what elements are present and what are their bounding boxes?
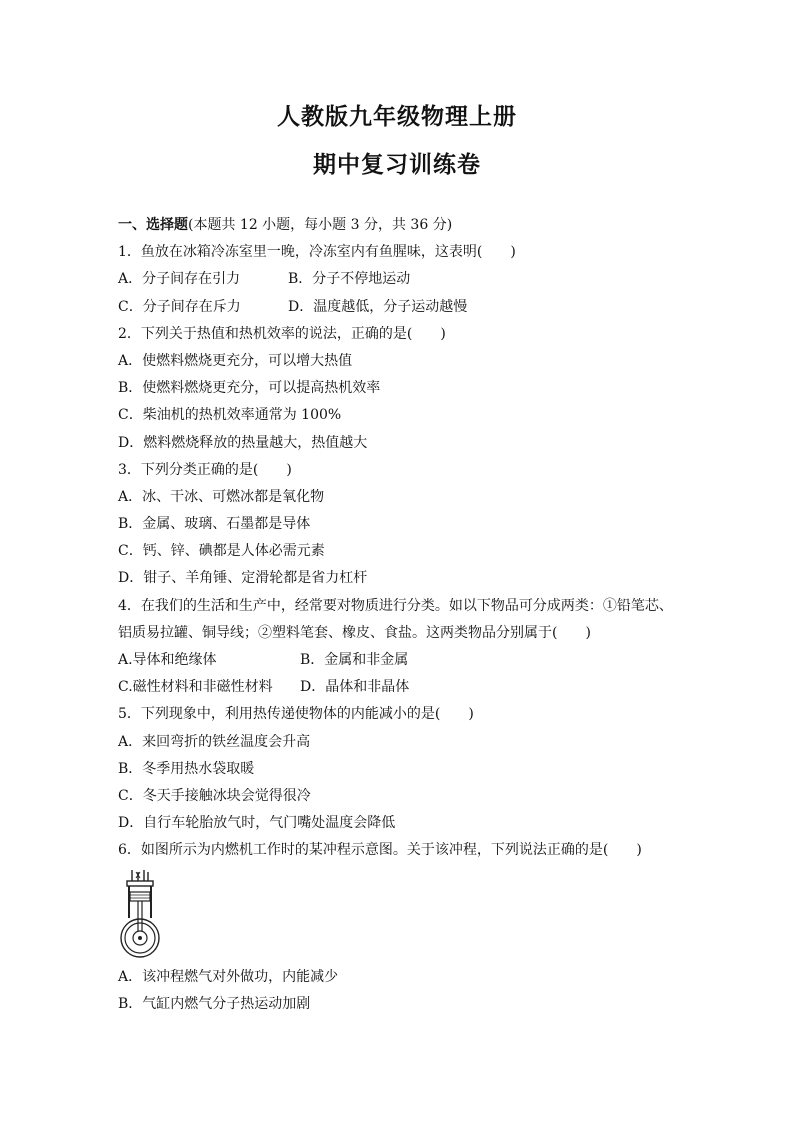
question-1-options-row1 <box>118 266 718 293</box>
option-d: D．温度越低，分子运动越慢 <box>288 298 468 315</box>
option-c: C．柴油机的热机效率通常为 100% <box>118 407 342 424</box>
section-heading-note: (本题共 12 小题，每小题 3 分，共 36 分) <box>188 217 453 233</box>
question-6-options <box>118 964 718 1018</box>
option-b: B．气缸内燃气分子热运动加剧 <box>118 996 311 1013</box>
option-b: B．使燃料燃烧更充分，可以提高热机效率 <box>118 380 381 397</box>
option-c: C.磁性材料和非磁性材料 <box>118 679 273 696</box>
option-b: B．冬季用热水袋取暖 <box>118 760 255 777</box>
question-3-stem: 3．下列分类正确的是( ) <box>118 461 292 478</box>
option-a: A．使燃料燃烧更充分，可以增大热值 <box>118 352 353 369</box>
option-b: B．金属、玻璃、石墨都是导体 <box>118 516 311 533</box>
question-1-options-row2 <box>118 294 718 321</box>
option-d: D．晶体和非晶体 <box>300 679 410 696</box>
engine-stroke-diagram <box>118 868 168 960</box>
option-a: A．冰、干冰、可燃冰都是氧化物 <box>118 488 325 505</box>
section-heading-label: 一、选择题 <box>118 217 188 233</box>
option-a: A．分子间存在引力 <box>118 271 241 288</box>
option-c: C．分子间存在斥力 <box>118 298 241 315</box>
option-d: D．燃料燃烧释放的热量越大，热值越大 <box>118 434 368 451</box>
option-b: B．金属和非金属 <box>300 652 409 668</box>
section-heading <box>118 212 718 239</box>
question-list <box>118 212 718 865</box>
question-4-stem-line2: 铝质易拉罐、铜导线；②塑料笔套、橡皮、食盐。这两类物品分别属于( ) <box>118 624 591 641</box>
page-title: 人教版九年级物理上册 <box>277 103 517 130</box>
page-subtitle: 期中复习训练卷 <box>313 151 481 178</box>
option-a: A.导体和绝缘体 <box>118 652 217 668</box>
option-a: A．来回弯折的铁丝温度会升高 <box>118 733 311 750</box>
option-b: B．分子不停地运动 <box>288 271 411 288</box>
question-6-stem: 6．如图所示为内燃机工作时的某冲程示意图。关于该冲程，下列说法正确的是( ) <box>118 842 642 859</box>
question-1-stem: 1．鱼放在冰箱冷冻室里一晚，冷冻室内有鱼腥味，这表明( ) <box>118 244 516 261</box>
option-d: D．自行车轮胎放气时，气门嘴处温度会降低 <box>118 815 396 832</box>
question-4-options-row2 <box>118 674 718 701</box>
engine-diagram-icon <box>118 868 168 960</box>
question-4-options-row1 <box>118 647 718 674</box>
option-c: C．钙、锌、碘都是人体必需元素 <box>118 543 325 560</box>
option-c: C．冬天手接触冰块会觉得很冷 <box>118 787 311 804</box>
option-a: A．该冲程燃气对外做功，内能减少 <box>118 969 339 985</box>
question-4-stem-line1: 4．在我们的生活和生产中，经常要对物质进行分类。如以下物品可分成两类：①铅笔芯、 <box>118 597 673 614</box>
question-5-stem: 5．下列现象中，利用热传递使物体的内能减小的是( ) <box>118 706 474 723</box>
question-2-stem: 2．下列关于热值和热机效率的说法，正确的是( ) <box>118 325 446 342</box>
option-d: D．钳子、羊角锤、定滑轮都是省力杠杆 <box>118 570 368 587</box>
